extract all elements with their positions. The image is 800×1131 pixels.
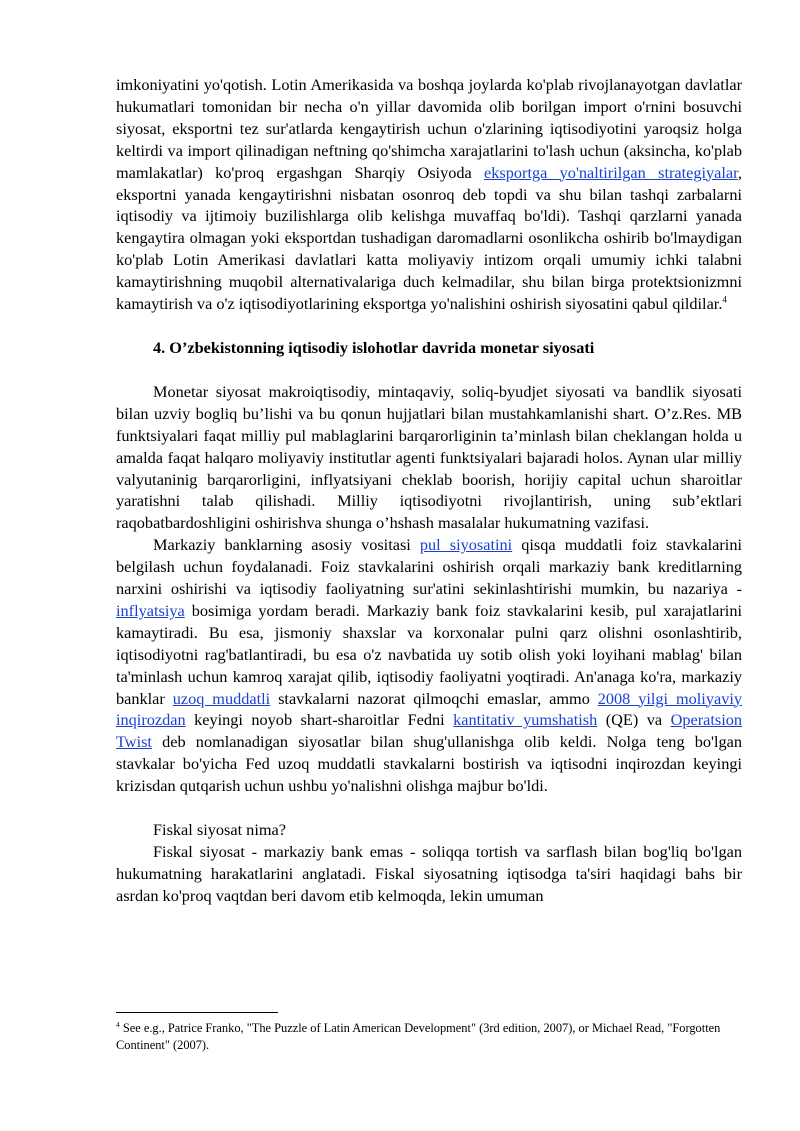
link-operation-twist[interactable]: Operatsion Twist bbox=[116, 710, 743, 752]
paragraph-text: Markaziy banklarning asosiy vositasi bbox=[153, 535, 420, 555]
paragraph-text: bosimiga yordam beradi. Markaziy bank foiz stavkalarini kesib, pul xarajatlarini kamaytiradi. Bu esa, jismoniy shaxslar va korxonalar pulni qarz olishni osonlashtirib, iqtisodiyotni rag'batlantiradi, bu esa o'z navbatida uy sotib olish yoki loyihani mablag' bilan ta'minlash uchun kamroq xarajat qilib, iqtisodiy faoliyatni yoqtiradi. An'anaga ko'ra, markaziy banklar bbox=[116, 600, 742, 708]
paragraph-text: qisqa muddatli foiz stavkalarini belgilash uchun foydalanadi. Foiz stavkalarini oshirish orqali markaziy bank kreditlarning narxini oshirishi va iqtisodiy faoliyatning sur'atini sekinlashtirishi mumkin, bu nazariya - bbox=[116, 535, 742, 599]
link-export-oriented-strategies[interactable]: eksportga yo'naltirilgan strategiyalar bbox=[484, 162, 738, 182]
link-quantitative-easing[interactable]: kantitativ yumshatish bbox=[453, 710, 598, 730]
spacer bbox=[116, 797, 742, 819]
paragraph-import-substitution bbox=[116, 74, 742, 315]
footnote-reference: 4 bbox=[722, 294, 727, 305]
link-long-term[interactable]: uzoq muddatli bbox=[172, 688, 271, 708]
paragraph-text: keyingi noyob shart-sharoitlar Fedni bbox=[185, 710, 454, 730]
section-heading bbox=[116, 337, 742, 359]
paragraph-fiscal-question: Fiskal siyosat nima? bbox=[153, 820, 286, 840]
link-monetary-policy[interactable]: pul siyosatini bbox=[419, 535, 513, 555]
paragraph-text: (QE) va bbox=[597, 710, 671, 730]
document-page bbox=[116, 74, 742, 907]
paragraph-monetary-policy: Monetar siyosat makroiqtisodiy, mintaqaviy, soliq-byudjet siyosati va bandlik siyosati bilan uzviy bogliq bu’lishi va bu qonun hujjatlari bilan mustahkamlanishi shart. O’z.Res. MB funktsiyalari faqat milliy pul mablaglarini barqarorliginin ta’minlash bilan cheklangan holda u amalda faqat halqaro moliyaviy institutlar agenti funktsiyalari bajaradi holos. Aynan ular milliy valyutaninig barqarorligini, inflyatsiyani cheklab boorish, horijiy capital uchun sharoitlar yaratishni talab qilishadi. Milliy iqtisodiyotni rivojlantirish, uning sub’ektlari raqobatbardoshligini oshirishva shunga o’hshash masalalar hukumatning vazifasi. bbox=[116, 381, 742, 533]
spacer bbox=[116, 359, 742, 381]
footnote-mark: 4 bbox=[116, 1019, 120, 1029]
section-title: . O’zbekistonning iqtisodiy islohotlar davrida monetar siyosati bbox=[161, 337, 595, 357]
footnote-text: See e.g., Patrice Franko, "The Puzzle of Latin American Development" (3rd edition, 2007), or Michael Read, "Forgotten Continent" (2007). bbox=[116, 1021, 721, 1052]
paragraph-fiscal-policy: Fiskal siyosat - markaziy bank emas - soliqqa tortish va sarflash bilan bog'liq bo'lgan hukumatning harakatlarini anglatadi. Fiskal siyosatning iqtisodga ta'siri haqidagi bahs bir asrdan ko'proq vaqtdan beri davom etib kelmoqda, lekin umuman bbox=[116, 842, 742, 905]
paragraph-central-banks bbox=[116, 534, 742, 797]
section-number: 4 bbox=[153, 337, 162, 357]
link-2008-financial-crisis[interactable]: 2008 yilgi moliyaviy inqirozdan bbox=[116, 688, 743, 730]
footnote bbox=[116, 1020, 742, 1053]
paragraph-text: imkoniyatini yo'qotish. Lotin Amerikasida va boshqa joylarda ko'plab rivojlanayotgan davlatlar hukumatlari tomonidan bir necha o'n yillar davomida olib borilgan import o'rnini bosuvchi siyosat, eksportni tez sur'atlarda kengaytirish uchun o'zlarining iqtisodiyotini yaroqsiz holga keltirdi va import qilinadigan neftning qo'shimcha xarajatlarini to'lash uchun (aksincha, ko'plab mamlakatlar) ko'proq ergashgan Sharqiy Osiyoda bbox=[116, 75, 742, 182]
paragraph-text: , eksportni yanada kengaytirishni nisbatan osonroq deb topdi va shu bilan tashqi zarbalarni iqtisodiy va ijtimoiy buzilishlarga olib kelishga muvaffaq bo'ldi). Tashqi qarzlarni yanada kengaytira olmagan yoki eksportdan tushadigan daromadlarni osonlikcha oshirib bo'lmaydigan ko'plab Lotin Amerikasi davlatlari katta moliyaviy intizom orqali umumiy ichki talabni kamaytirishning muqobil alternativalariga duch kelmadilar, shu bilan birga protektsionizmni kamaytirish va o'z iqtisodiyotlarining eksportga yo'nalishini oshirish siyosatini qabul qildilar. bbox=[116, 162, 742, 314]
link-inflation[interactable]: inflyatsiya bbox=[116, 600, 185, 620]
footnote-separator bbox=[116, 1012, 278, 1013]
paragraph-text: deb nomlanadigan siyosatlar bilan shug'ullanishga olib keldi. Nolga teng bo'lgan stavkalar bo'yicha Fed uzoq muddatli stavkalarni bostirish va iqtisodni inqirozdan keyingi krizisdan qutqarish uchun ushbu yo'nalishni olishga majbur bo'ldi. bbox=[116, 732, 742, 796]
paragraph-text: stavkalarni nazorat qilmoqchi emaslar, ammo bbox=[270, 688, 598, 708]
spacer bbox=[116, 315, 742, 337]
